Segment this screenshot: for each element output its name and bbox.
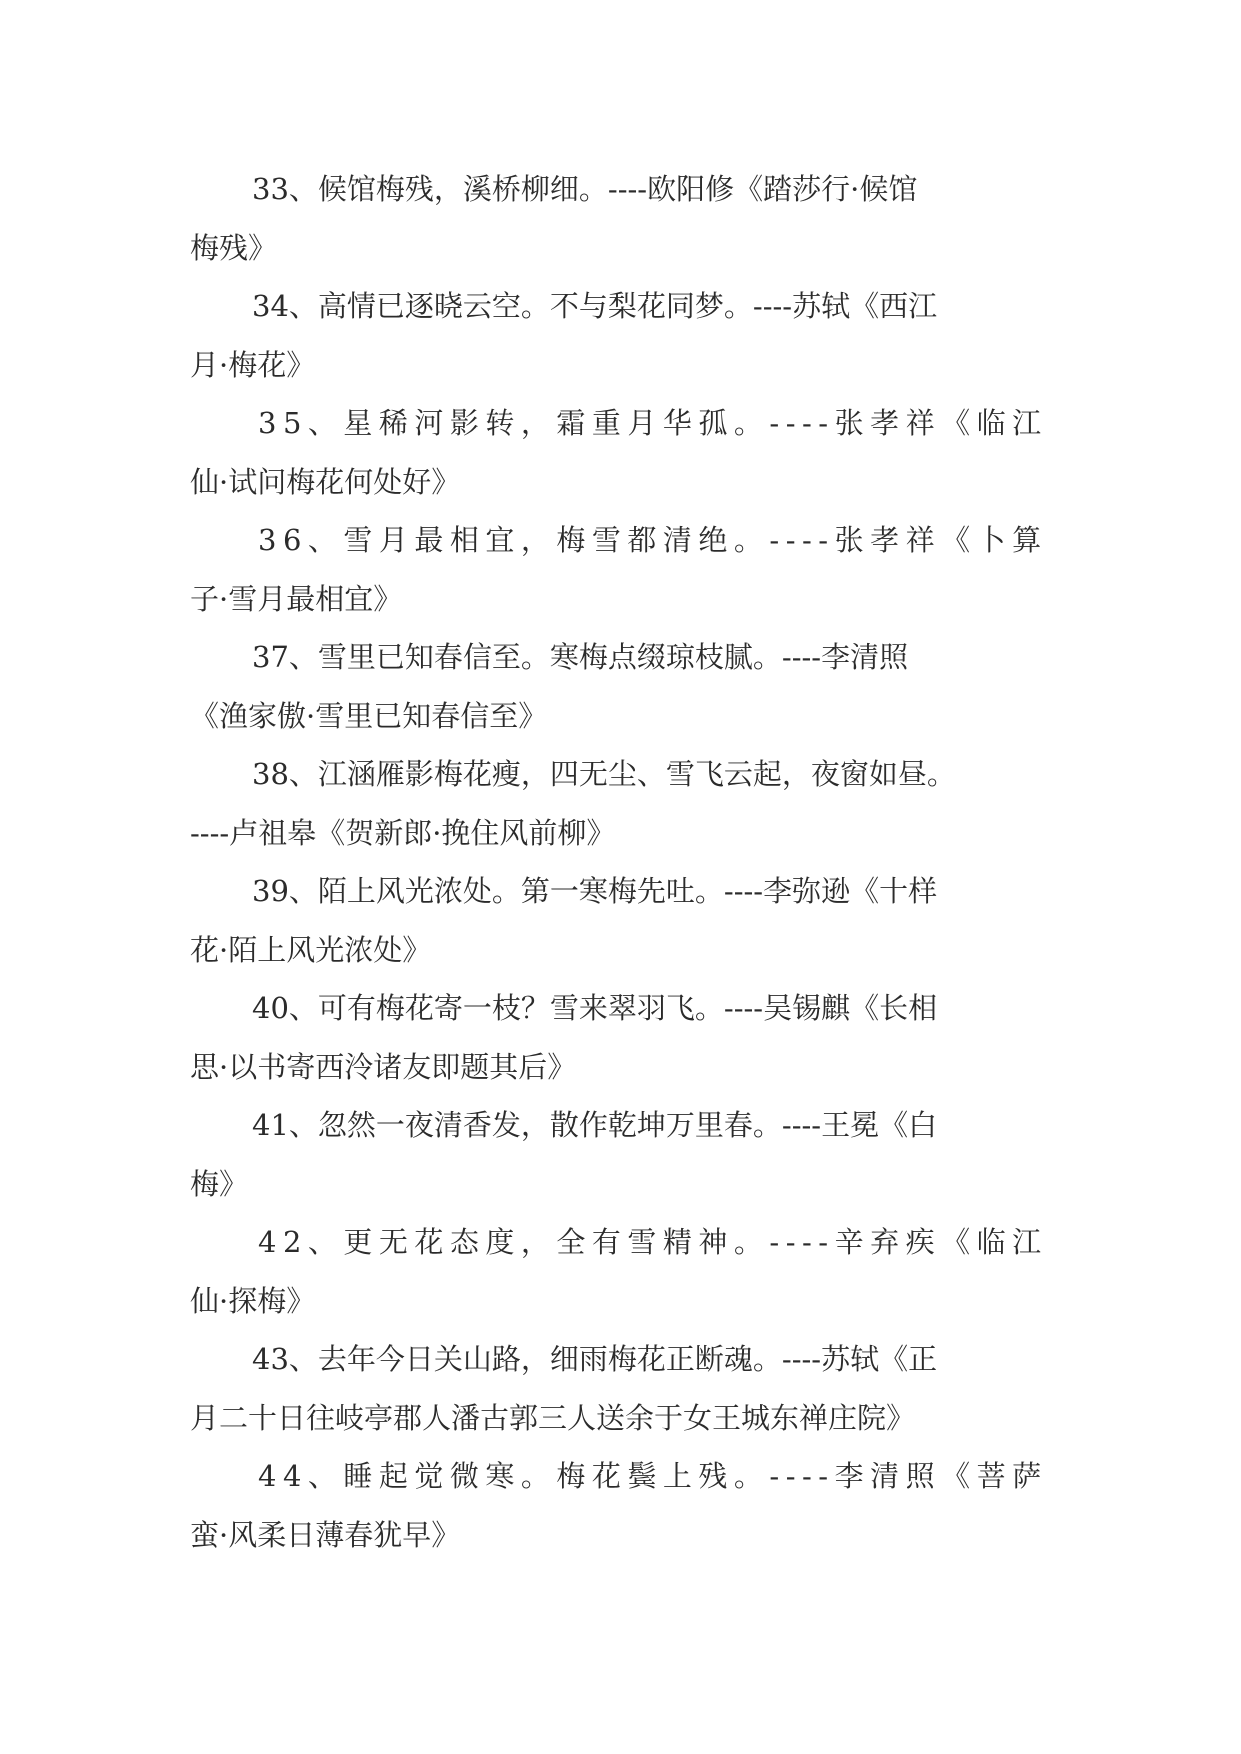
entry-line-2: 月·梅花》 bbox=[190, 347, 316, 382]
entry-line-1: 35、星稀河影转，霜重月华孤。----张孝祥《临江 bbox=[258, 406, 1048, 440]
entry-line-2: 子·雪月最相宜》 bbox=[190, 581, 403, 616]
entry-line-2: 花·陌上风光浓处》 bbox=[190, 932, 432, 967]
list-item bbox=[190, 160, 1070, 277]
entry-line-1: 34、高情已逐晓云空。不与梨花同梦。----苏轼《西江 bbox=[252, 289, 938, 323]
entry-line-1: 38、江涵雁影梅花瘦，四无尘、雪飞云起，夜窗如昼。 bbox=[252, 757, 956, 791]
entry-line-2: 月二十日往岐亭郡人潘古郭三人送余于女王城东禅庄院》 bbox=[190, 1400, 916, 1435]
entry-line-1: 43、去年今日关山路，细雨梅花正断魂。----苏轼《正 bbox=[252, 1342, 938, 1376]
list-item bbox=[190, 394, 1070, 511]
entry-line-1: 42、更无花态度，全有雪精神。----辛弃疾《临江 bbox=[258, 1225, 1048, 1259]
list-item bbox=[190, 1447, 1070, 1564]
entry-line-2: 仙·试问梅花何处好》 bbox=[190, 464, 461, 499]
entry-line-1: 36、雪月最相宜，梅雪都清绝。----张孝祥《卜算 bbox=[258, 523, 1048, 557]
entry-line-2: 梅残》 bbox=[190, 230, 278, 265]
entry-line-1: 44、睡起觉微寒。梅花鬓上残。----李清照《菩萨 bbox=[258, 1459, 1048, 1493]
poem-list bbox=[190, 160, 1070, 1564]
entry-line-2: 蛮·风柔日薄春犹早》 bbox=[190, 1517, 461, 1552]
entry-line-1: 33、候馆梅残，溪桥柳细。----欧阳修《踏莎行·候馆 bbox=[252, 172, 918, 206]
entry-line-1: 41、忽然一夜清香发，散作乾坤万里春。----王冕《白 bbox=[252, 1108, 938, 1142]
entry-line-1: 39、陌上风光浓处。第一寒梅先吐。----李弥逊《十样 bbox=[252, 874, 938, 908]
list-item bbox=[190, 511, 1070, 628]
entry-line-2: 梅》 bbox=[190, 1166, 249, 1201]
list-item bbox=[190, 979, 1070, 1096]
list-item bbox=[190, 1213, 1070, 1330]
entry-line-2: 思·以书寄西泠诸友即题其后》 bbox=[190, 1049, 577, 1084]
entry-line-1: 40、可有梅花寄一枝？雪来翠羽飞。----吴锡麒《长相 bbox=[252, 991, 938, 1025]
list-item bbox=[190, 1330, 1070, 1447]
entry-line-1: 37、雪里已知春信至。寒梅点缀琼枝腻。----李清照 bbox=[252, 640, 909, 674]
list-item bbox=[190, 862, 1070, 979]
list-item bbox=[190, 1096, 1070, 1213]
entry-line-2: 仙·探梅》 bbox=[190, 1283, 316, 1318]
list-item bbox=[190, 628, 1070, 745]
list-item bbox=[190, 277, 1070, 394]
entry-line-2: 《渔家傲·雪里已知春信至》 bbox=[190, 698, 548, 733]
entry-line-2: ----卢祖皋《贺新郎·挽住风前柳》 bbox=[190, 815, 616, 850]
list-item bbox=[190, 745, 1070, 862]
